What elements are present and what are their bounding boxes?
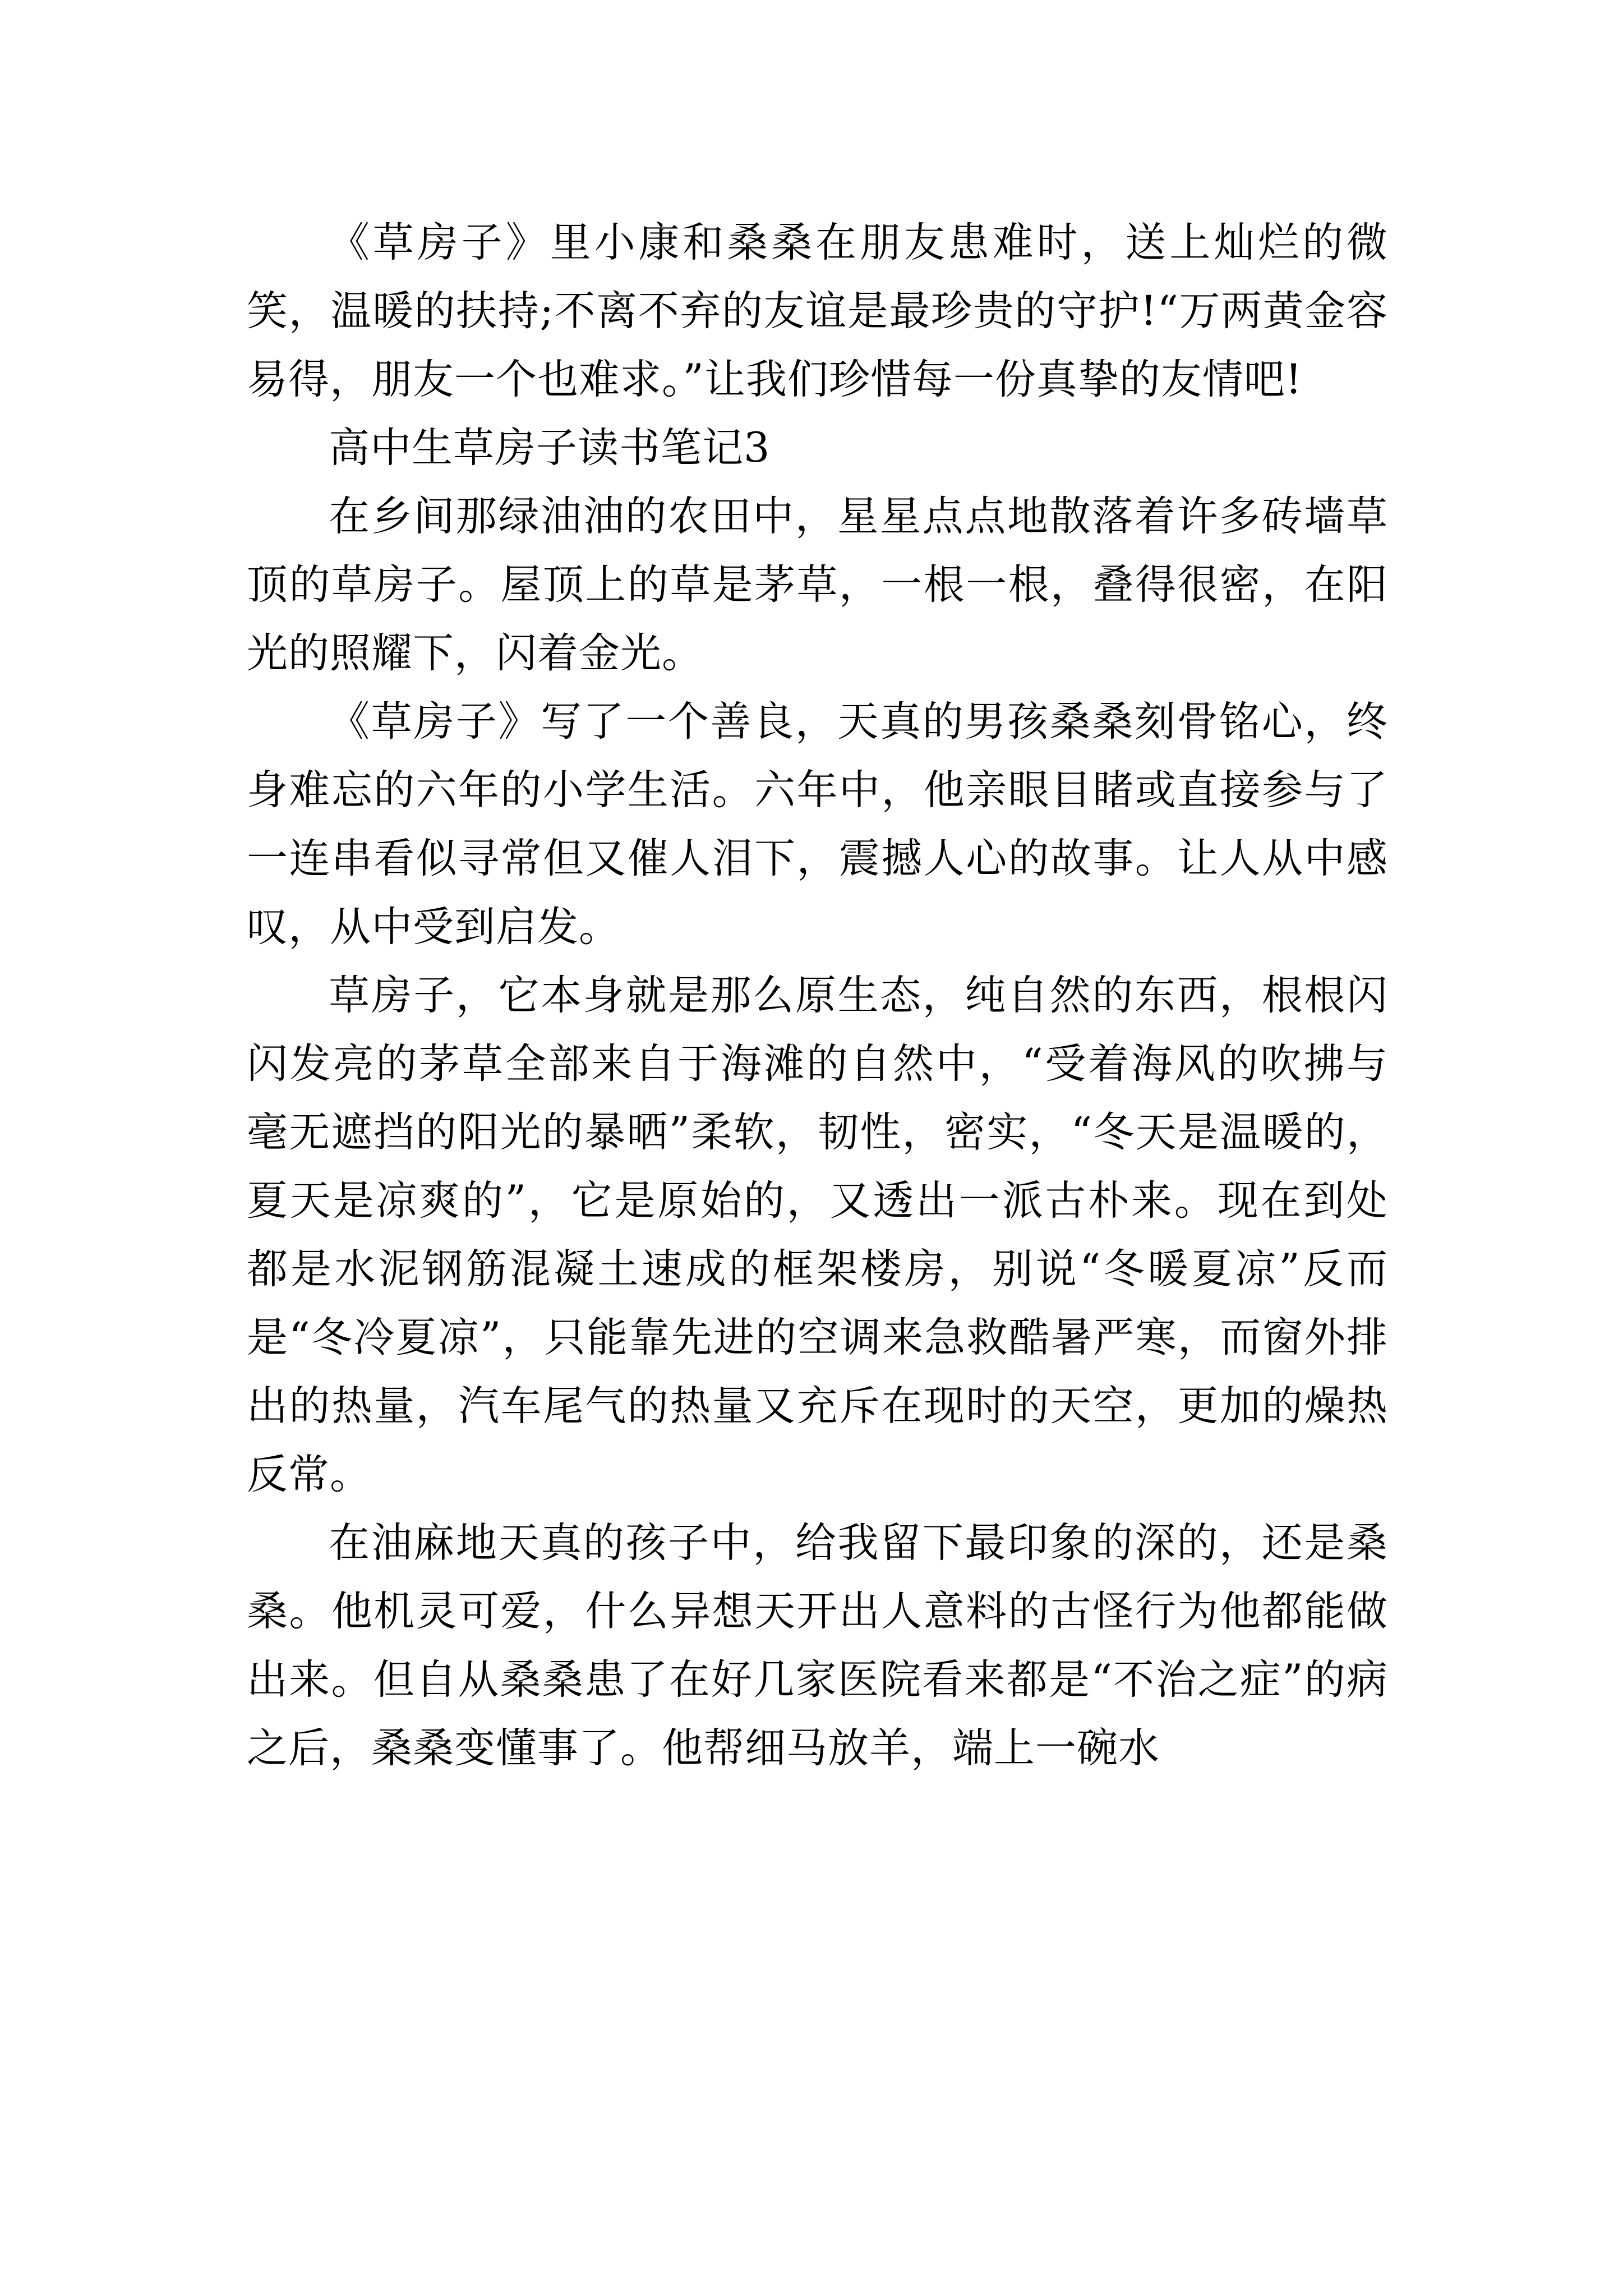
paragraph-thatched-house: 草房子，它本身就是那么原生态，纯自然的东西，根根闪闪发亮的茅草全部来自于海滩的自然中，“受着海风的吹拂与毫无遮挡的阳光的暴晒”柔软，韧性，密实，“冬天是温暖的，夏天是凉爽的”，它是原始的，又透出一派古朴来。现在到处都是水泥钢筋混凝土速成的框架楼房，别说“冬暖夏凉”反而是“冬冷夏凉”，只能靠先进的空调来急救酷暑严寒，而窗外排出的热量，汽车尾气的热量又充斥在现时的天空，更加的燥热反常。 (247, 972, 1388, 1498)
section-heading: 高中生草房子读书笔记3 (329, 424, 771, 472)
paragraph-friendship-summary: 《草房子》里小康和桑桑在朋友患难时，送上灿烂的微笑，温暖的扶持;不离不弃的友谊是最珍贵的守护!“万两黄金容易得，朋友一个也难求。”让我们珍惜每一份真挚的友情吧! (247, 219, 1388, 403)
paragraph-book-overview: 《草房子》写了一个善良，天真的男孩桑桑刻骨铭心，终身难忘的六年的小学生活。六年中，他亲眼目睹或直接参与了一连串看似寻常但又催人泪下，震撼人心的故事。让人从中感叹，从中受到启发。 (247, 698, 1388, 951)
paragraph-sangsang: 在油麻地天真的孩子中，给我留下最印象的深的，还是桑桑。他机灵可爱，什么异想天开出人意料的古怪行为他都能做出来。但自从桑桑患了在好几家医院看来都是“不治之症”的病之后，桑桑变懂事了。他帮细马放羊，端上一碗水 (247, 1519, 1388, 1772)
document-body (247, 209, 1388, 1783)
paragraph-village-scene: 在乡间那绿油油的农田中，星星点点地散落着许多砖墙草顶的草房子。屋顶上的草是茅草，一根一根，叠得很密，在阳光的照耀下，闪着金光。 (247, 493, 1388, 677)
